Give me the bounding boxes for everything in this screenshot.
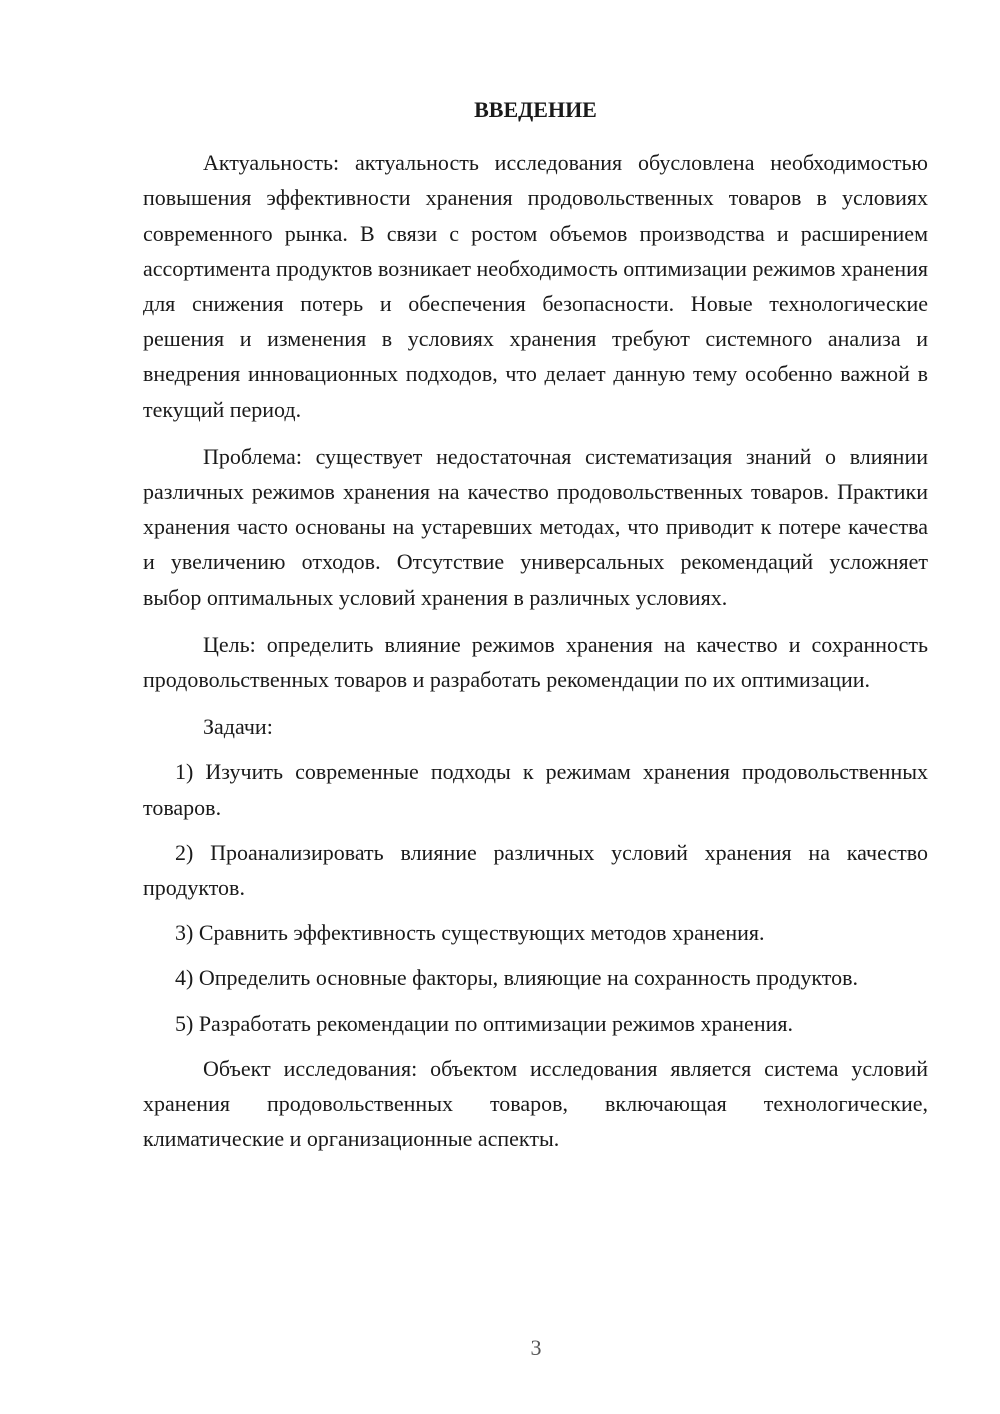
tasks-list [143, 754, 928, 1040]
section-title: ВВЕДЕНИЕ [474, 97, 597, 122]
task-item: 3) Сравнить эффективность существующих методов хранения. [175, 920, 765, 946]
tasks-heading: Задачи: [203, 714, 273, 740]
goal-paragraph: Цель: определить влияние режимов хранения на качество и сохранность продовольственных товаров и разработать рекомендации по их оптимизации. [143, 631, 928, 693]
task-item: 5) Разработать рекомендации по оптимизации режимов хранения. [175, 1010, 793, 1036]
task-item: 1) Изучить современные подходы к режимам хранения продовольственных товаров. [143, 759, 928, 820]
page-number: 3 [530, 1335, 542, 1360]
object-paragraph: Объект исследования: объектом исследования является система условий хранения продовольственных товаров, включающая технологические, климатические и организационные аспекты. [143, 1055, 928, 1152]
task-item: 2) Проанализировать влияние различных условий хранения на качество продуктов. [143, 839, 928, 901]
relevance-paragraph: Актуальность: актуальность исследования обусловлена необходимостью повышения эффективности хранения продовольственных товаров в условиях современного рынка. В связи с ростом объемов производства и расширением ассортимента продуктов возникает необходимость оптимизации режимов хранения для снижения потерь и обеспечения безопасности. Новые технологические решения и изменения в условиях хранения требуют системного анализа и внедрения инновационных подходов, что делает данную тему особенно важной в текущий период. [143, 150, 928, 422]
document-page [143, 92, 928, 1168]
task-item: 4) Определить основные факторы, влияющие на сохранность продуктов. [175, 965, 858, 991]
problem-paragraph: Проблема: существует недостаточная систематизация знаний о влиянии различных режимов хранения на качество продовольственных товаров. Практики хранения часто основаны на устаревших методах, что приводит к потере качества и увеличению отходов. Отсутствие универсальных рекомендаций усложняет выбор оптимальных условий хранения в различных условиях. [143, 443, 928, 610]
